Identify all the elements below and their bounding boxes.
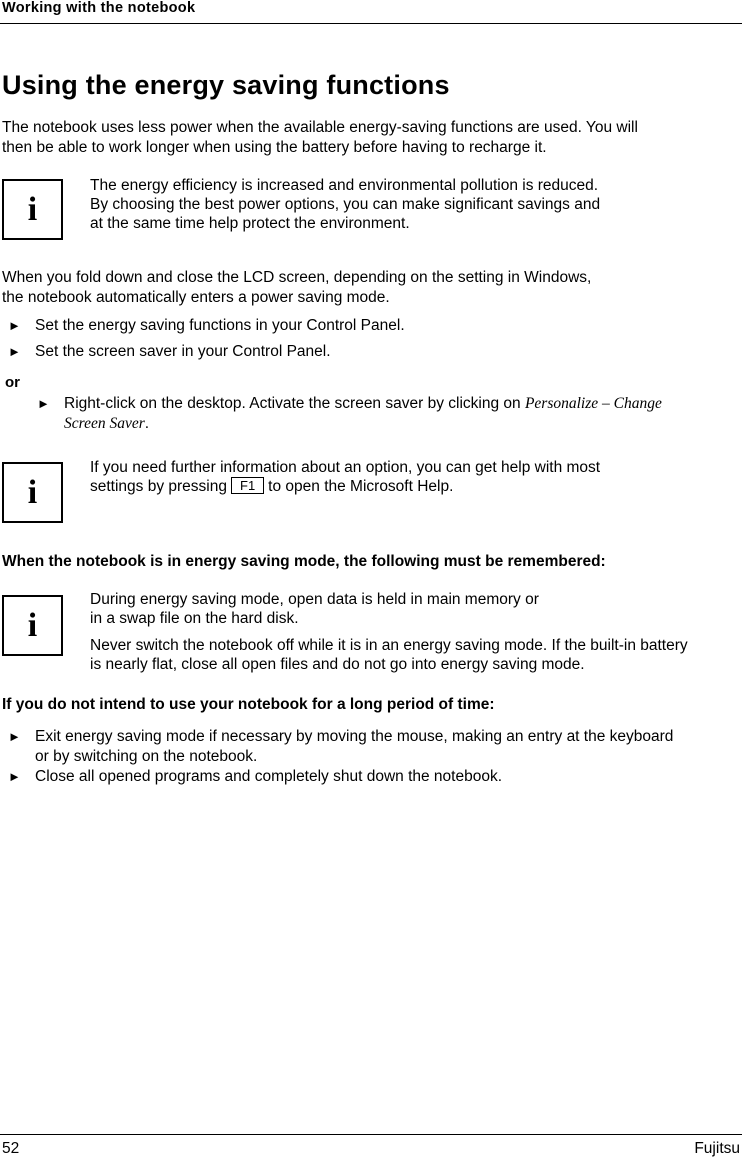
header-rule bbox=[0, 23, 742, 24]
alt-step-text: Right-click on the desktop. Activate the screen saver by clicking on Personalize – Change Screen Saver. bbox=[64, 395, 662, 432]
info-icon: i bbox=[2, 179, 63, 240]
fold-paragraph bbox=[2, 268, 591, 308]
bullet-arrow-icon: ► bbox=[8, 769, 21, 784]
intro-paragraph bbox=[2, 118, 638, 158]
footer-rule bbox=[0, 1134, 742, 1135]
note2-line-1: If you need further information about an option, you can get help with most bbox=[90, 459, 601, 476]
page-title: Using the energy saving functions bbox=[2, 70, 450, 100]
running-header: Working with the notebook bbox=[2, 0, 196, 16]
fold-line-1: When you fold down and close the LCD screen, depending on the setting in Windows, bbox=[2, 269, 592, 286]
screen-saver-label: Screen Saver bbox=[64, 415, 145, 432]
step-shut-down bbox=[8, 767, 738, 787]
f1-key: F1 bbox=[231, 477, 264, 494]
note3-p2-line-2: is nearly flat, close all open files and do not go into energy saving mode. bbox=[90, 656, 585, 673]
note3-p1-line-2: in a swap file on the hard disk. bbox=[90, 610, 299, 627]
step-screen-saver bbox=[8, 342, 708, 362]
intro-line-1: The notebook uses less power when the available energy-saving functions are used. You will bbox=[2, 119, 638, 136]
or-label: or bbox=[5, 374, 20, 391]
energy-efficiency-note bbox=[90, 176, 600, 233]
page-number: 52 bbox=[2, 1140, 20, 1157]
fold-line-2: the notebook automatically enters a power saving mode. bbox=[2, 289, 390, 306]
step-right-click bbox=[37, 394, 737, 434]
info-icon: i bbox=[2, 462, 63, 523]
note1-line-1: The energy efficiency is increased and environmental pollution is reduced. bbox=[90, 177, 599, 194]
personalize-change-label: Personalize – Change bbox=[524, 395, 662, 412]
long-period-heading: If you do not intend to use your notebook for a long period of time: bbox=[2, 696, 495, 713]
info-icon: i bbox=[2, 595, 63, 656]
step-text: Set the energy saving functions in your Control Panel. bbox=[35, 317, 405, 334]
energy-saving-note bbox=[90, 590, 688, 674]
bullet-arrow-icon: ► bbox=[8, 729, 21, 744]
final-step-2-line-1: Close all opened programs and completely shut down the notebook. bbox=[35, 768, 503, 785]
help-note bbox=[90, 458, 600, 496]
note3-p2-line-1: Never switch the notebook off while it is in an energy saving mode. If the built-in battery bbox=[90, 637, 688, 654]
step-exit-saving-mode bbox=[8, 727, 738, 767]
bullet-arrow-icon: ► bbox=[8, 344, 21, 359]
note2-line-2: settings by pressing F1 to open the Microsoft Help. bbox=[90, 478, 454, 495]
step-text: Set the screen saver in your Control Panel. bbox=[35, 343, 331, 360]
energy-saving-mode-heading: When the notebook is in energy saving mode, the following must be remembered: bbox=[2, 553, 606, 570]
alt-step-main: Right-click on the desktop. Activate the screen saver by clicking on bbox=[64, 395, 521, 412]
footer-brand: Fujitsu bbox=[694, 1140, 740, 1157]
note3-p1-line-1: During energy saving mode, open data is held in main memory or bbox=[90, 591, 539, 608]
bullet-arrow-icon: ► bbox=[37, 396, 50, 411]
intro-line-2: then be able to work longer when using the battery before having to recharge it. bbox=[2, 139, 547, 156]
note1-line-3: at the same time help protect the environment. bbox=[90, 215, 410, 232]
note1-line-2: By choosing the best power options, you can make significant savings and bbox=[90, 196, 601, 213]
final-step-1-line-2: or by switching on the notebook. bbox=[35, 748, 258, 765]
final-step-1-line-1: Exit energy saving mode if necessary by moving the mouse, making an entry at the keyboard bbox=[35, 728, 674, 745]
bullet-arrow-icon: ► bbox=[8, 318, 21, 333]
step-control-panel bbox=[8, 316, 708, 336]
